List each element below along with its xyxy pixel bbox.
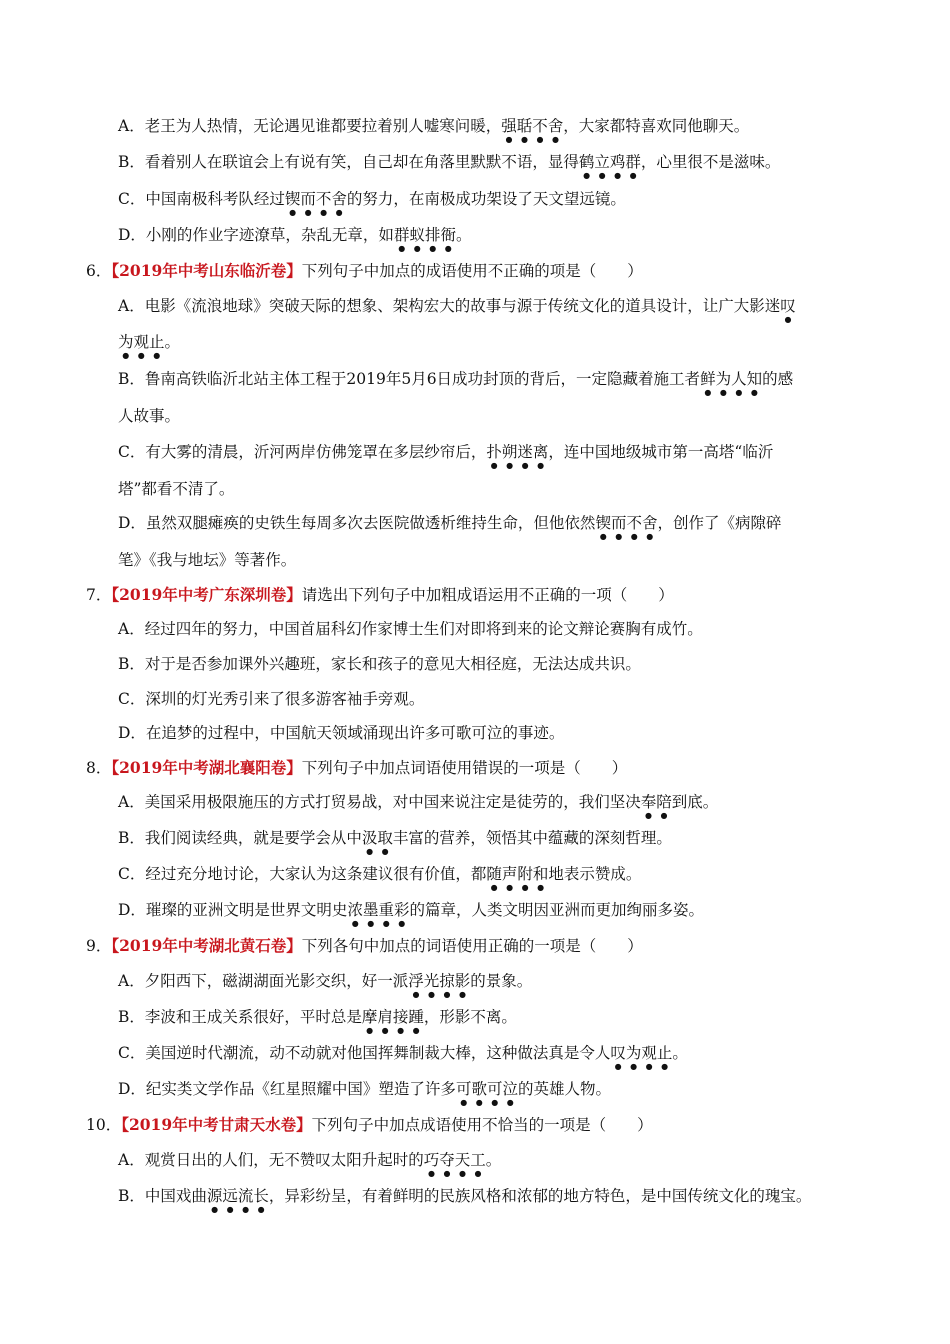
q8-header [86,756,627,780]
question-stem: 下列句子中加点词语使用错误的一项是（ ） [301,759,628,777]
q6-option-c: C．有大雾的清晨，沂河两岸仿佛笼罩在多层纱帘后，扑朔迷离，连中国地级城市第一高塔“临沂 [118,443,774,461]
q10-option-b: B．中国戏曲源远流长，异彩纷呈，有着鲜明的民族风格和浓郁的地方特色，是中国传统文化的瑰宝。 [118,1187,812,1205]
q9-option-a: A．夕阳西下，磁湖湖面光影交织，好一派浮光掠影的景象。 [118,972,533,990]
q9-option-c: C．美国逆时代潮流，动不动就对他国挥舞制裁大棒，这种做法真是令人叹为观止。 [118,1044,688,1062]
dotted-idiom: 鲜为人知 [700,370,763,388]
q7-option-b: B．对于是否参加课外兴趣班，家长和孩子的意见大相径庭，无法达成共识。 [118,655,641,673]
dotted-idiom: 锲而不舍 [284,190,347,208]
q9-header [86,934,643,958]
q10-option-a: A．观赏日出的人们，无不赞叹太阳升起时的巧夺天工。 [118,1151,502,1169]
q6-option-d: D．虽然双腿瘫痪的史铁生每周多次去医院做透析维持生命，但他依然锲而不舍，创作了《病隙碎 [118,514,782,532]
q8-option-c: C．经过充分地讨论，大家认为这条建议很有价值，都随声附和地表示赞成。 [118,865,642,883]
question-stem: 下列各句中加点的词语使用正确的一项是（ ） [301,937,643,955]
q9-option-b: B．李波和王成关系很好，平时总是摩肩接踵，形影不离。 [118,1008,517,1026]
dotted-idiom: 可歌可泣 [455,1080,518,1098]
q5-option-c: C．中国南极科考队经过锲而不舍的努力，在南极成功架设了天文望远镜。 [118,190,626,208]
question-number: 7． [86,586,112,604]
question-source: 【2019年中考广东深圳卷】 [111,585,302,604]
q9-option-d: D．纪实类文学作品《红星照耀中国》塑造了许多可歌可泣的英雄人物。 [118,1080,611,1098]
dotted-idiom: 群蚁排衙 [393,226,456,244]
question-number: 9． [86,937,112,955]
q5-option-d: D．小刚的作业字迹潦草，杂乱无章，如群蚁排衙。 [118,226,472,244]
q6-option-d-cont: 笔》《我与地坛》等著作。 [118,551,297,569]
question-number: 8． [86,759,112,777]
question-stem: 下列句子中加点成语使用不恰当的一项是（ ） [311,1116,653,1134]
q8-option-b: B．我们阅读经典，就是要学会从中汲取丰富的营养，领悟其中蕴藏的深刻哲理。 [118,829,672,847]
q6-option-c-cont: 塔”都看不清了。 [118,480,235,498]
dotted-idiom: 鹤立鸡群 [578,153,641,171]
dotted-idiom: 强聒不舍 [501,117,564,135]
q8-option-a: A．美国采用极限施压的方式打贸易战，对中国来说注定是徒劳的，我们坚决奉陪到底。 [118,793,719,811]
dotted-idiom: 浮光掠影 [408,972,471,990]
dotted-idiom: 锲而不舍 [595,514,658,532]
q7-option-a: A．经过四年的努力，中国首届科幻作家博士生们对即将到来的论文辩论赛胸有成竹。 [118,620,703,638]
q5-option-b: B．看着别人在联谊会上有说有笑，自己却在角落里默默不语，显得鹤立鸡群，心里很不是滋味。 [118,153,781,171]
dotted-idiom: 叹 [780,297,796,315]
q7-option-d: D．在追梦的过程中，中国航天领域涌现出许多可歌可泣的事迹。 [118,724,565,742]
question-source: 【2019年中考湖北襄阳卷】 [111,758,302,777]
question-number: 10． [86,1116,122,1134]
dotted-idiom: 巧夺天工 [423,1151,486,1169]
q8-option-d: D．璀璨的亚洲文明是世界文明史浓墨重彩的篇章，人类文明因亚洲而更加绚丽多姿。 [118,901,704,919]
dotted-idiom: 汲取 [361,829,393,847]
q6-option-b: B．鲁南高铁临沂北站主体工程于2019年5月6日成功封顶的背后，一定隐藏着施工者鲜为人知的感 [118,370,794,388]
question-source: 【2019年中考甘肃天水卷】 [121,1115,312,1134]
dotted-idiom: 随声附和 [486,865,549,883]
dotted-idiom: 奉陪 [640,793,672,811]
question-source: 【2019年中考山东临沂卷】 [111,261,302,280]
question-source: 【2019年中考湖北黄石卷】 [111,936,302,955]
q6-header [86,259,643,283]
question-stem: 请选出下列句子中加粗成语运用不正确的一项（ ） [301,586,674,604]
dotted-idiom: 浓墨重彩 [347,901,410,919]
dotted-idiom: 源远流长 [206,1187,269,1205]
q7-header [86,583,674,607]
q10-header [86,1113,653,1137]
question-number: 6． [86,262,112,280]
dotted-idiom: 叹为观止 [610,1044,673,1062]
q6-option-a: A．电影《流浪地球》突破天际的想象、架构宏大的故事与源于传统文化的道具设计，让广大影迷叹 [118,297,796,315]
dotted-idiom: 摩肩接踵 [361,1008,424,1026]
dotted-idiom: 为观止 [118,333,165,351]
question-stem: 下列句子中加点的成语使用不正确的项是（ ） [301,262,643,280]
q6-option-a-cont: 为观止。 [118,333,181,351]
q5-option-a: A．老王为人热情，无论遇见谁都要拉着别人嘘寒问暖，强聒不舍，大家都特喜欢同他聊天。 [118,117,750,135]
q6-option-b-cont: 人故事。 [118,407,181,425]
q7-option-c: C．深圳的灯光秀引来了很多游客袖手旁观。 [118,690,425,708]
dotted-idiom: 扑朔迷离 [486,443,549,461]
